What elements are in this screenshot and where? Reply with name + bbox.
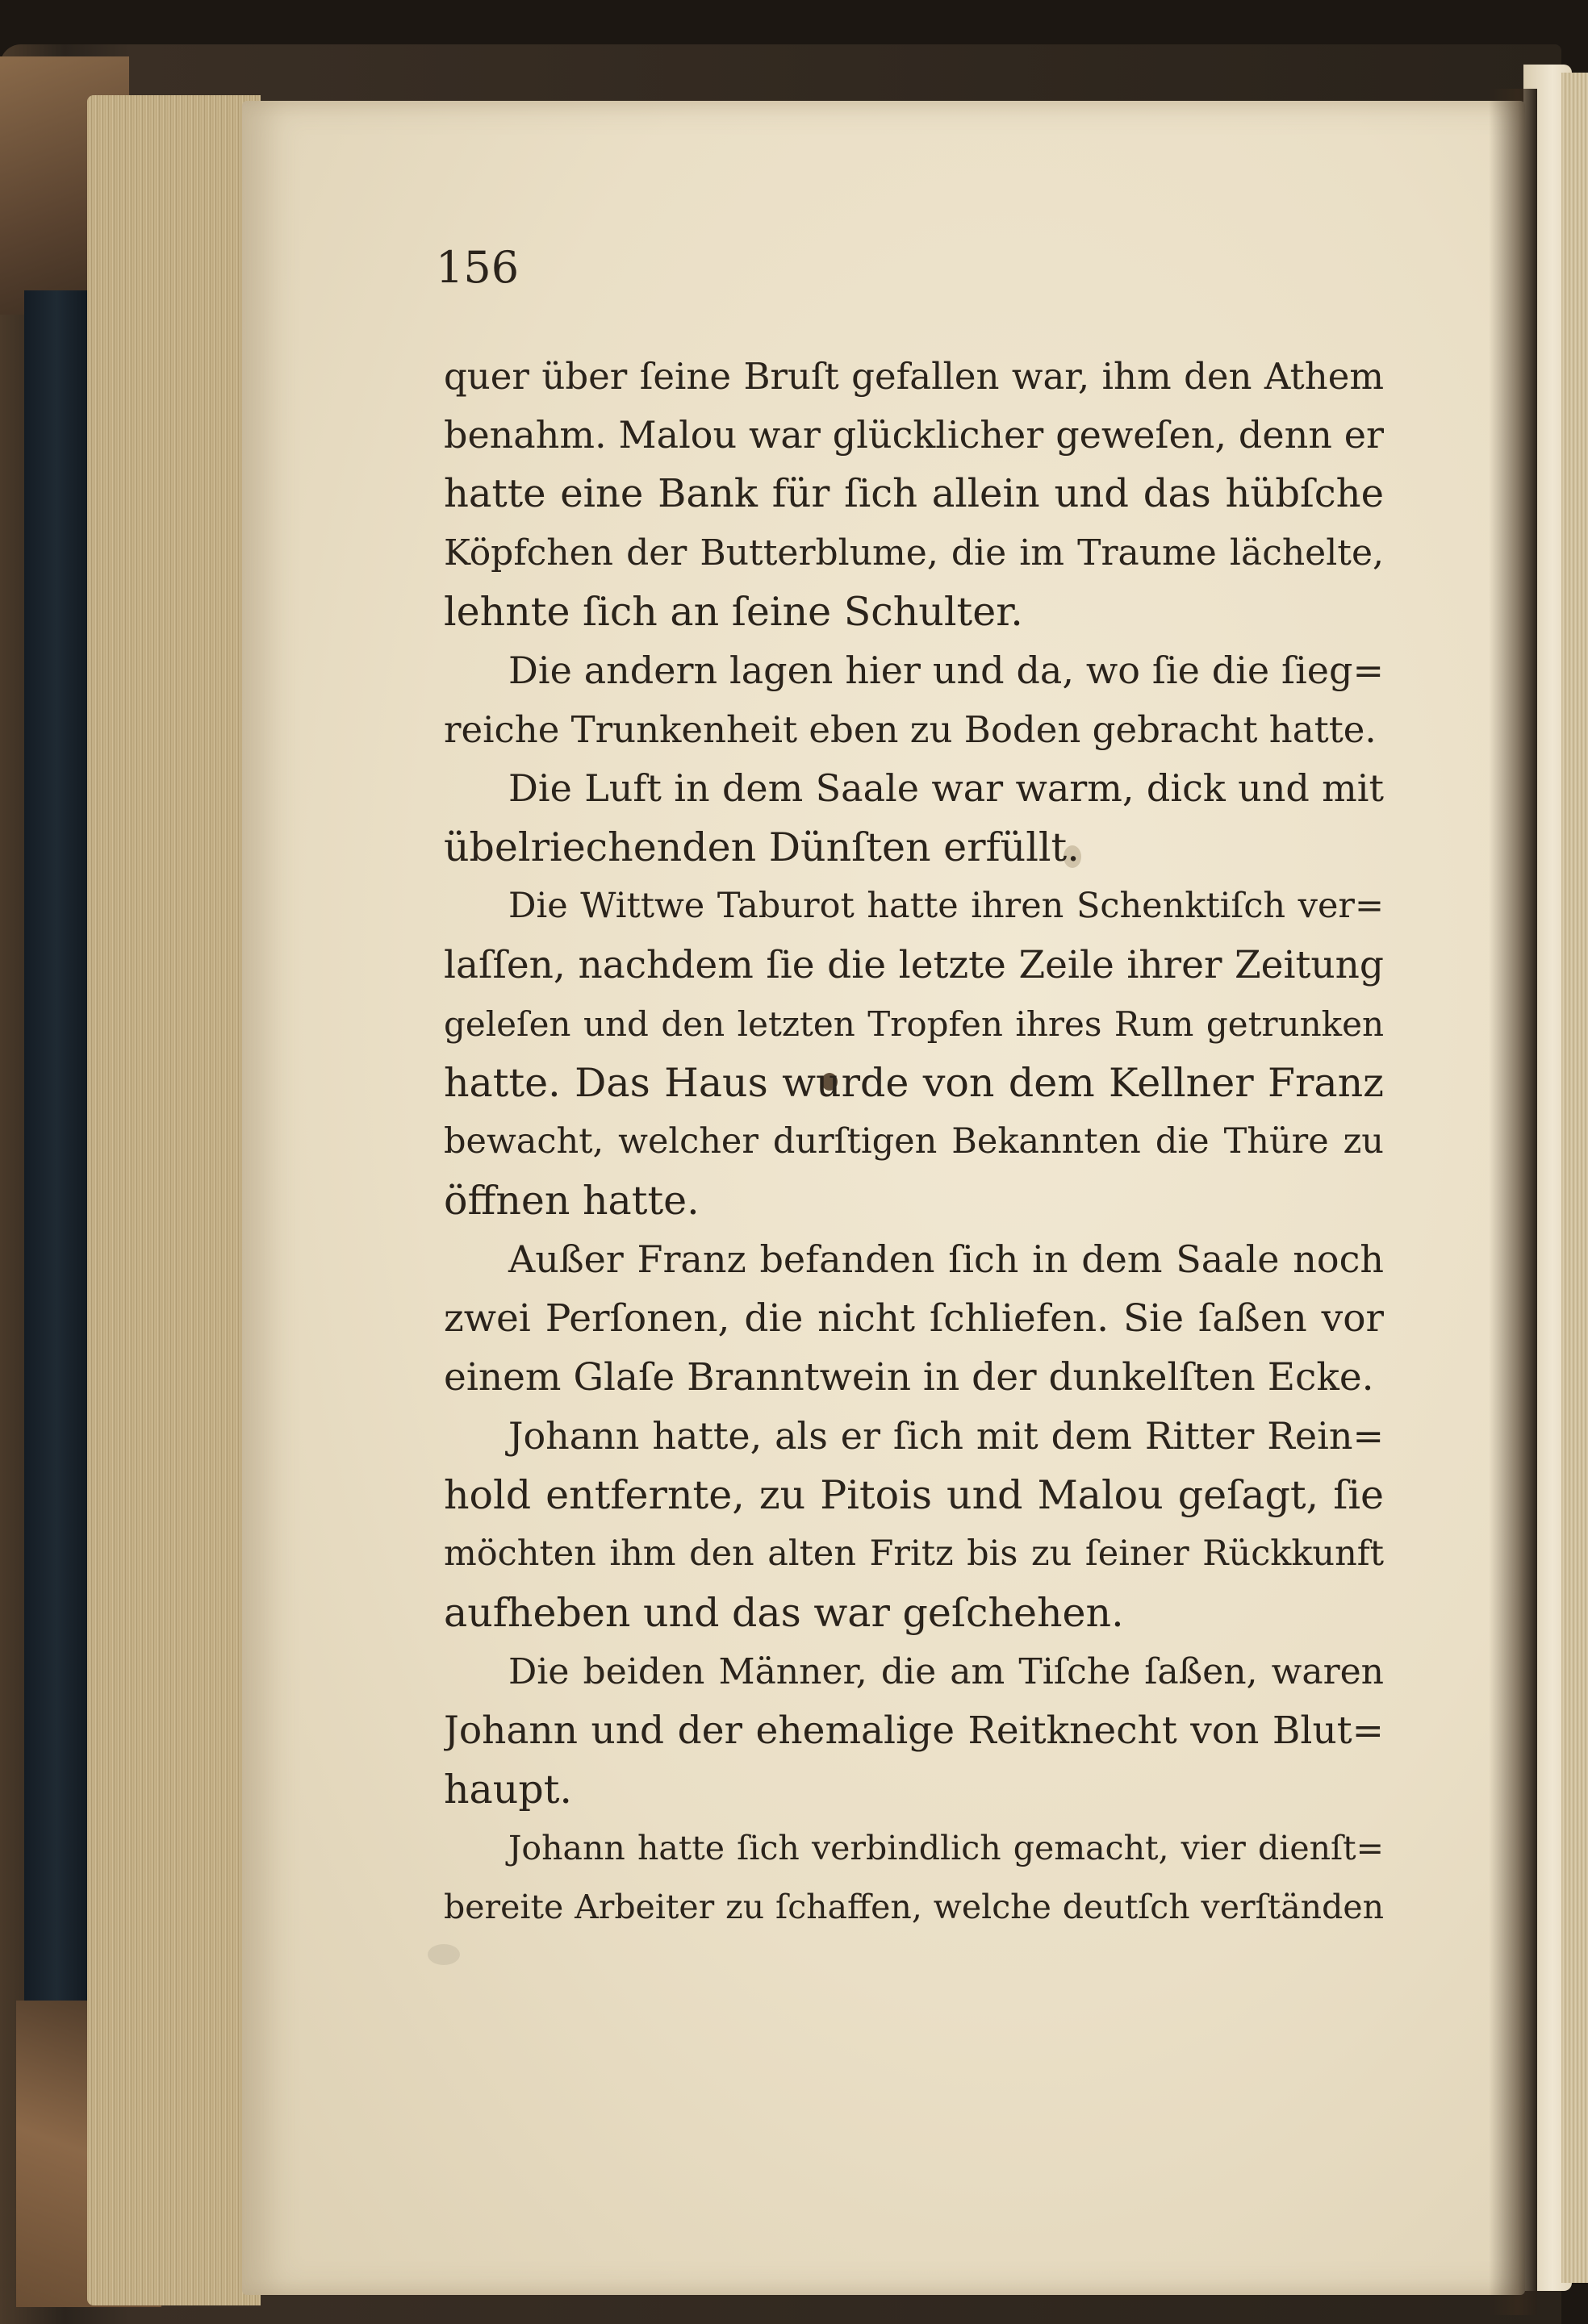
body-text: [444, 347, 1384, 1937]
text-line: haupt.: [444, 1767, 572, 1813]
text-line: Die Wittwe Taburot hatte ihren Schenktiſch ver=: [508, 886, 1384, 926]
page-number: 156: [436, 242, 520, 293]
text-line: hatte eine Bank für ſich allein und das hübſche: [444, 471, 1384, 516]
text-line: einem Glaſe Branntwein in der dunkelſten Ecke.: [444, 1355, 1374, 1400]
text-line: zwei Perſonen, die nicht ſchliefen. Sie ſaßen vor: [444, 1296, 1384, 1341]
text-line: Die Luft in dem Saale war warm, dick und mit: [508, 766, 1384, 810]
paper-stain: [428, 1944, 460, 1965]
text-line: Johann hatte ſich verbindlich gemacht, vier dienſt=: [508, 1829, 1384, 1867]
text-line: möchten ihm den alten Fritz bis zu ſeiner Rückkunft: [444, 1533, 1384, 1574]
text-line: Außer Franz befanden ſich in dem Saale noch: [508, 1237, 1384, 1281]
cover-spine: [24, 290, 89, 2226]
facing-page-stack: [1561, 73, 1588, 2283]
text-line: benahm. Malou war glücklicher geweſen, denn er: [444, 413, 1384, 457]
text-line: übelriechenden Dünſten erfüllt.: [444, 824, 1080, 870]
text-line: Köpfchen der Butterblume, die im Traume lächelte,: [444, 532, 1384, 574]
gutter-shadow: [1489, 89, 1537, 2315]
text-line: laſſen, nachdem ſie die letzte Zeile ihrer Zeitung: [444, 943, 1384, 987]
text-line: quer über ſeine Bruſt gefallen war, ihm den Athem: [444, 355, 1384, 398]
text-line: reiche Trunkenheit eben zu Boden gebracht hatte.: [444, 708, 1377, 751]
text-line: geleſen und den letzten Tropfen ihres Rum getrunken: [444, 1004, 1384, 1044]
text-line: Die andern lagen hier und da, wo ſie die ſieg=: [508, 649, 1384, 692]
text-line: hatte. Das Haus wurde von dem Kellner Franz: [444, 1060, 1384, 1106]
text-line: bewacht, welcher durſtigen Bekannten die Thüre zu: [444, 1121, 1384, 1162]
text-line: bereite Arbeiter zu ſchaffen, welche deutſch verſtänden: [444, 1888, 1384, 1926]
text-line: aufheben und das war geſchehen.: [444, 1590, 1124, 1636]
text-line: Johann und der ehemalige Reitknecht von Blut=: [444, 1709, 1384, 1753]
text-line: Johann hatte, als er ſich mit dem Ritter Rein=: [508, 1414, 1384, 1458]
text-line: Die beiden Männer, die am Tiſche ſaßen, waren: [508, 1651, 1384, 1692]
text-line: öffnen hatte.: [444, 1178, 700, 1224]
page-edges: [87, 95, 261, 2305]
text-line: lehnte ſich an ſeine Schulter.: [444, 589, 1023, 635]
text-line: hold entfernte, zu Pitois und Malou geſagt, ſie: [444, 1472, 1384, 1518]
